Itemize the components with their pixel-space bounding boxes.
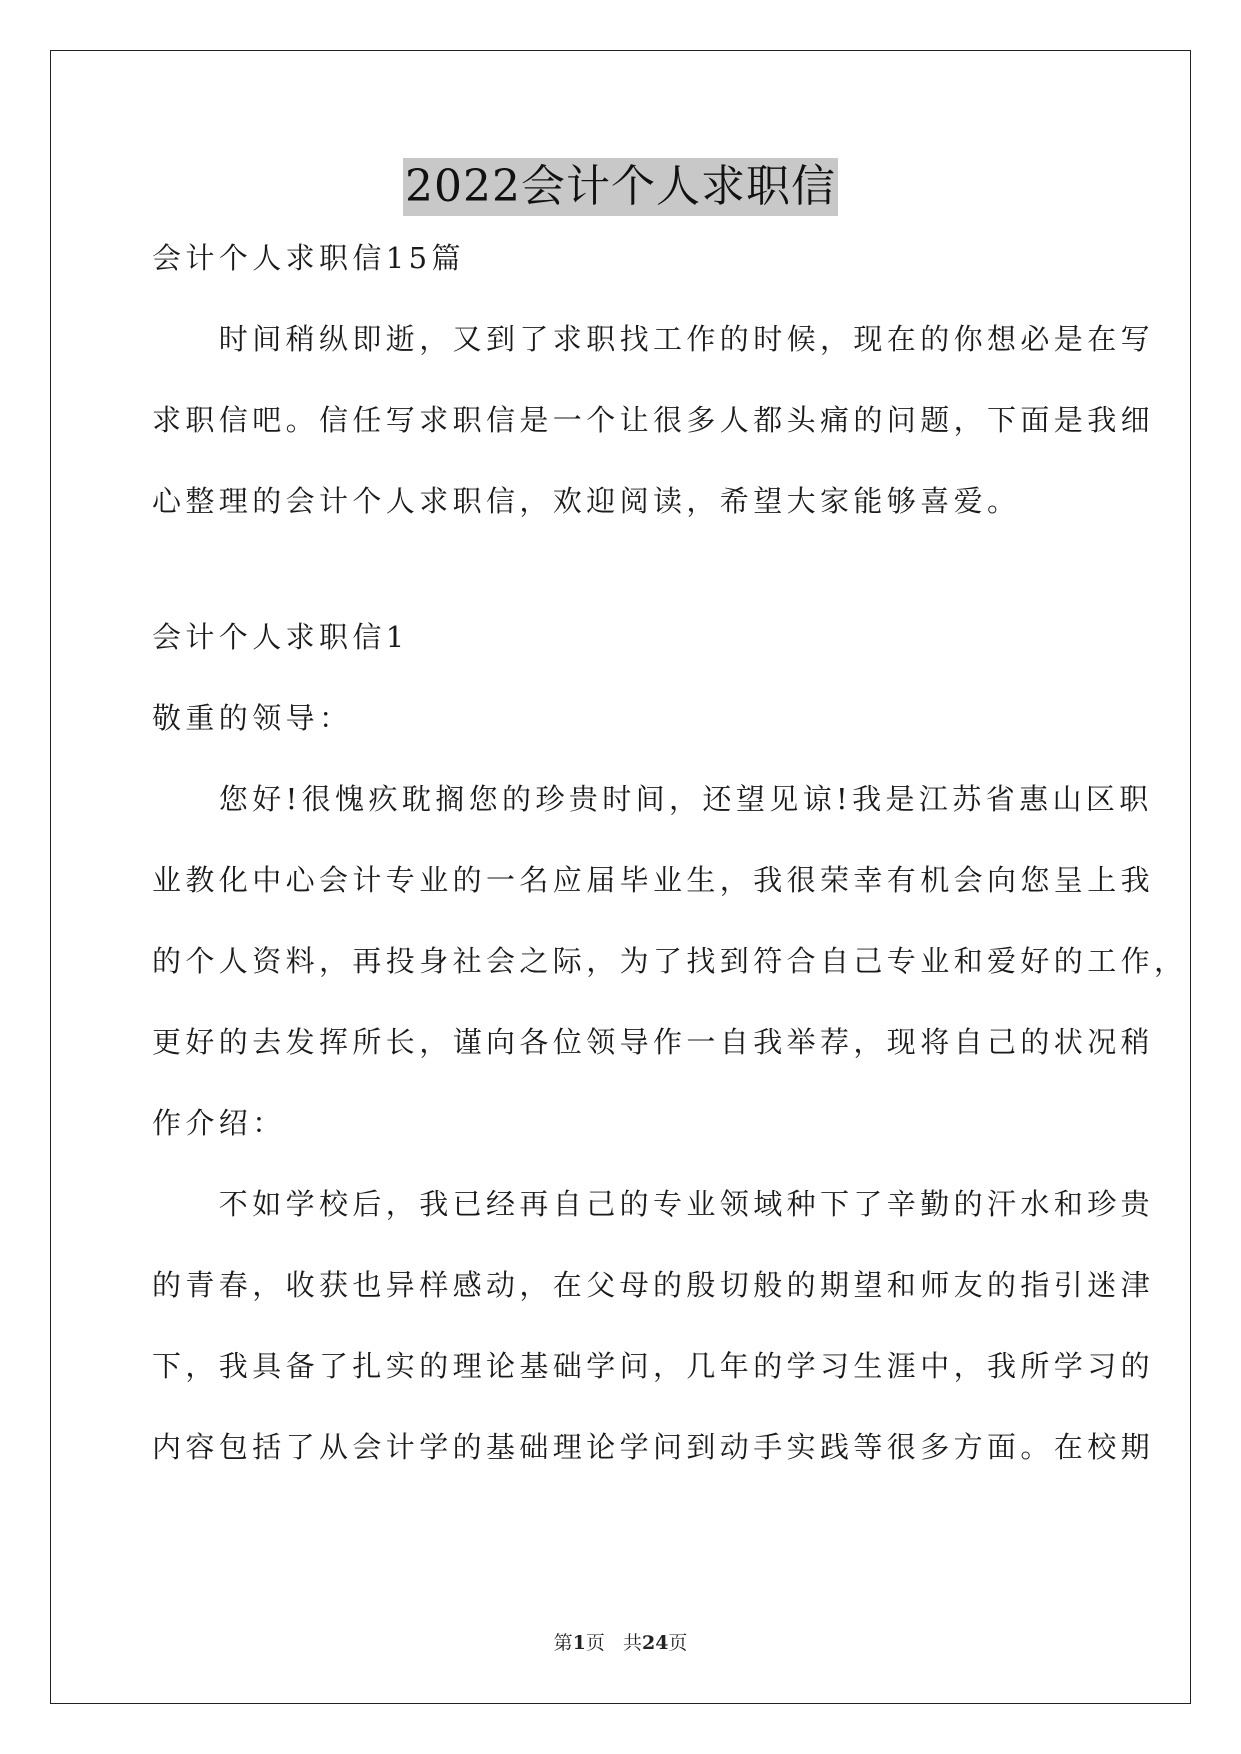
section-heading: 会计个人求职信1 (152, 620, 409, 654)
footer-page-suffix: 页 (585, 1632, 605, 1654)
footer-total-suffix: 页 (668, 1632, 688, 1654)
paragraph-1 (152, 779, 1188, 1143)
intro-line: 时间稍纵即逝，又到了求职找工作的时候，现在的你想必是在写 (152, 322, 1155, 356)
footer-prefix: 第 (553, 1632, 573, 1654)
intro-line: 心整理的会计个人求职信，欢迎阅读，希望大家能够喜爱。 (152, 484, 1021, 518)
current-page-number: 1 (572, 1632, 586, 1654)
paragraph-line: 您好!很愧疚耽搁您的珍贵时间，还望见谅!我是江苏省惠山区职 (152, 782, 1153, 816)
document-body (152, 238, 1188, 1467)
subtitle: 会计个人求职信15篇 (152, 241, 465, 275)
paragraph-line: 下，我具备了扎实的理论基础学问，几年的学习生涯中，我所学习的 (152, 1349, 1155, 1383)
salutation: 敬重的领导： (152, 701, 353, 735)
footer-total-prefix: 共 (622, 1632, 642, 1654)
paragraph-line: 作介绍： (152, 1106, 286, 1140)
paragraph-line: 更好的去发挥所长，谨向各位领导作一自我举荐，现将自己的状况稍 (152, 1025, 1155, 1059)
paragraph-line: 不如学校后，我已经再自己的专业领域种下了辛勤的汗水和珍贵 (152, 1187, 1155, 1221)
page-footer (0, 1628, 1241, 1655)
paragraph-line: 的个人资料，再投身社会之际，为了找到符合自己专业和爱好的工作， (152, 944, 1188, 978)
intro-paragraph (152, 319, 1155, 521)
paragraph-line: 业教化中心会计专业的一名应届毕业生，我很荣幸有机会向您呈上我 (152, 863, 1155, 897)
title-container (0, 158, 1241, 216)
paragraph-line: 内容包括了从会计学的基础理论学问到动手实践等很多方面。在校期 (152, 1430, 1155, 1464)
total-pages-number: 24 (641, 1632, 669, 1654)
document-title: 2022会计个人求职信 (403, 158, 838, 216)
paragraph-line: 的青春，收获也异样感动，在父母的殷切般的期望和师友的指引迷津 (152, 1268, 1155, 1302)
intro-line: 求职信吧。信任写求职信是一个让很多人都头痛的问题，下面是我细 (152, 403, 1155, 437)
paragraph-2 (152, 1184, 1155, 1467)
